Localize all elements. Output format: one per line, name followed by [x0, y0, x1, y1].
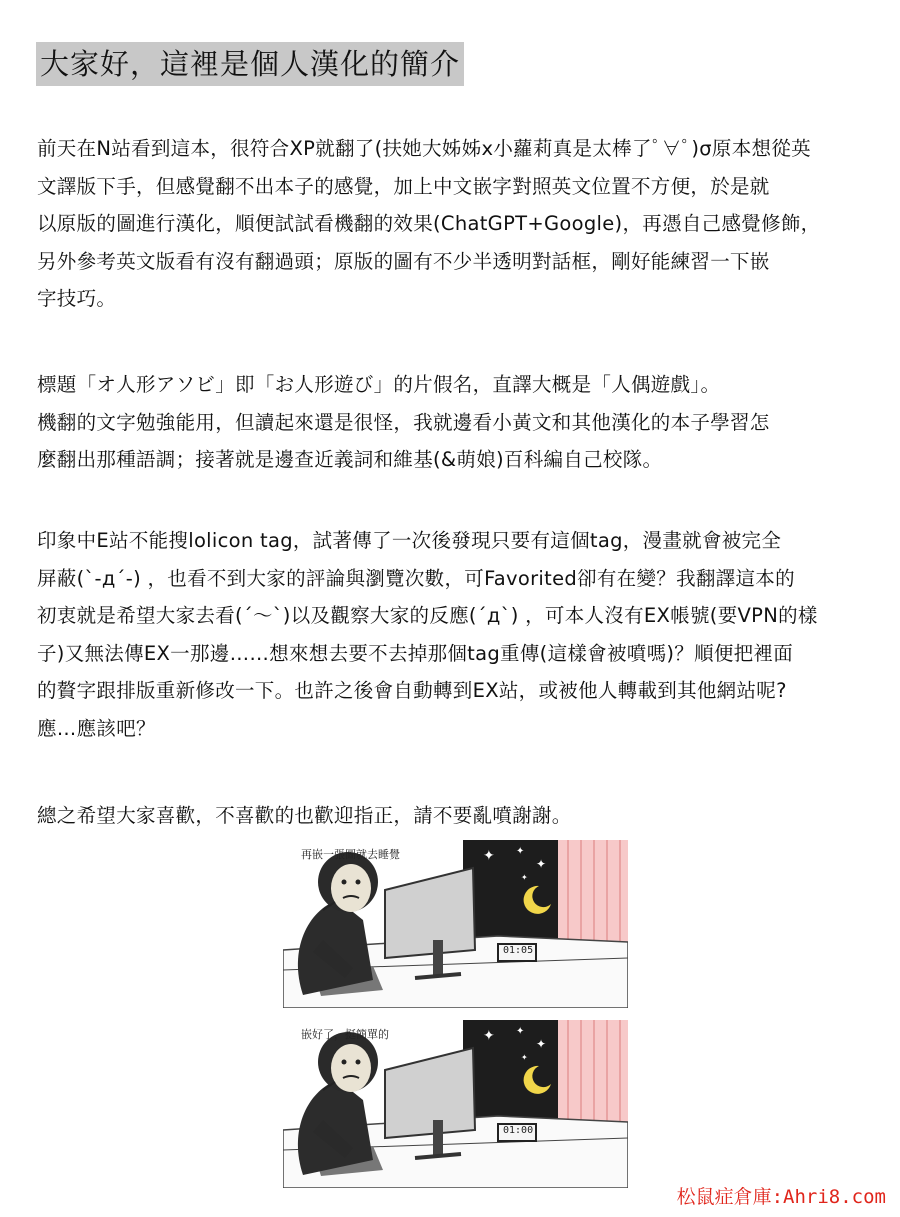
meme-illustration	[283, 1020, 628, 1188]
paragraph-line: 應…應該吧？	[37, 716, 156, 740]
person-body	[298, 1080, 373, 1175]
meme-illustration	[283, 840, 628, 1008]
star-icon: ✦	[536, 1037, 547, 1051]
paragraph-upload-note	[37, 522, 867, 747]
clock-time: 01:05	[503, 945, 534, 956]
meme-caption: 再嵌一張圖就去睡覺	[301, 848, 400, 861]
paragraph-line: 麼翻出那種語調；接著就是邊查近義詞和維基(&萌娘)百科編自己校隊。	[37, 448, 663, 471]
face	[331, 1044, 371, 1092]
meme-panel-bottom	[283, 1020, 628, 1188]
star-icon: ✦	[521, 1053, 528, 1062]
monitor	[385, 868, 475, 958]
person-body	[298, 900, 373, 995]
face	[331, 864, 371, 912]
star-icon: ✦	[521, 873, 528, 882]
star-icon: ✦	[516, 846, 525, 857]
paragraph-line: 文譯版下手，但感覺翻不出本子的感覺，加上中文嵌字對照英文位置不方便，於是就	[37, 174, 770, 198]
page-title: 大家好，這裡是個人漢化的簡介	[36, 42, 464, 86]
star-icon: ✦	[536, 857, 547, 871]
paragraph-closing	[37, 797, 867, 835]
star-icon: ✦	[483, 1028, 495, 1044]
monitor-stand	[433, 1120, 443, 1156]
meme-caption: 嵌好了，挺簡單的	[301, 1028, 389, 1041]
paragraph-line: 總之希望大家喜歡，不喜歡的也歡迎指正，請不要亂噴謝謝。	[37, 804, 572, 827]
paragraph-line: 字技巧。	[37, 287, 117, 310]
paragraph-line: 另外參考英文版看有沒有翻過頭；原版的圖有不少半透明對話框，剛好能練習一下嵌	[37, 249, 770, 273]
paragraph-line: 的贅字跟排版重新修改一下。也許之後會自動轉到EX站，或被他人轉載到其他網站呢?	[37, 679, 787, 702]
paragraph-line: 以原版的圖進行漢化，順便試試看機翻的效果(ChatGPT+Google)，再憑自己感覺修飾，	[37, 212, 821, 235]
clock-time: 01:00	[503, 1125, 534, 1136]
paragraph-line: 機翻的文字勉強能用，但讀起來還是很怪，我就邊看小黃文和其他漢化的本子學習怎	[37, 410, 770, 434]
paragraph-intro	[37, 130, 867, 318]
paragraph-line: 子)又無法傳EX一那邊……想來想去要不去掉那個tag重傳(這樣會被噴嗎)？順便把裡面	[37, 641, 794, 665]
meme-panel-top	[283, 840, 628, 1008]
star-icon: ✦	[483, 848, 495, 864]
paragraph-line: 印象中E站不能搜lolicon tag，試著傳了一次後發現只要有這個tag，漫畫就會被完全	[37, 529, 782, 552]
monitor	[385, 1048, 475, 1138]
paragraph-line: 前天在N站看到這本，很符合XP就翻了(扶她大姊姊x小蘿莉真是太棒了ﾟ∀ﾟ)σ原本想從英	[37, 137, 811, 160]
paragraph-line: 初衷就是希望大家去看(´～`)以及觀察大家的反應(´д`) ，可本人沒有EX帳號(要VPN的樣	[37, 604, 818, 627]
star-icon: ✦	[516, 1026, 525, 1037]
watermark: 松鼠症倉庫:Ahri8.com	[676, 1186, 886, 1208]
monitor-stand	[433, 940, 443, 976]
paragraph-title-note	[37, 366, 867, 479]
paragraph-line: 屏蔽(`-д´-) ，也看不到大家的評論與瀏覽次數，可Favorited卻有在變？我翻譯這本的	[37, 566, 795, 590]
paragraph-line: 標題「オ人形アソビ」即「お人形遊び」的片假名，直譯大概是「人偶遊戲」。	[37, 373, 721, 396]
